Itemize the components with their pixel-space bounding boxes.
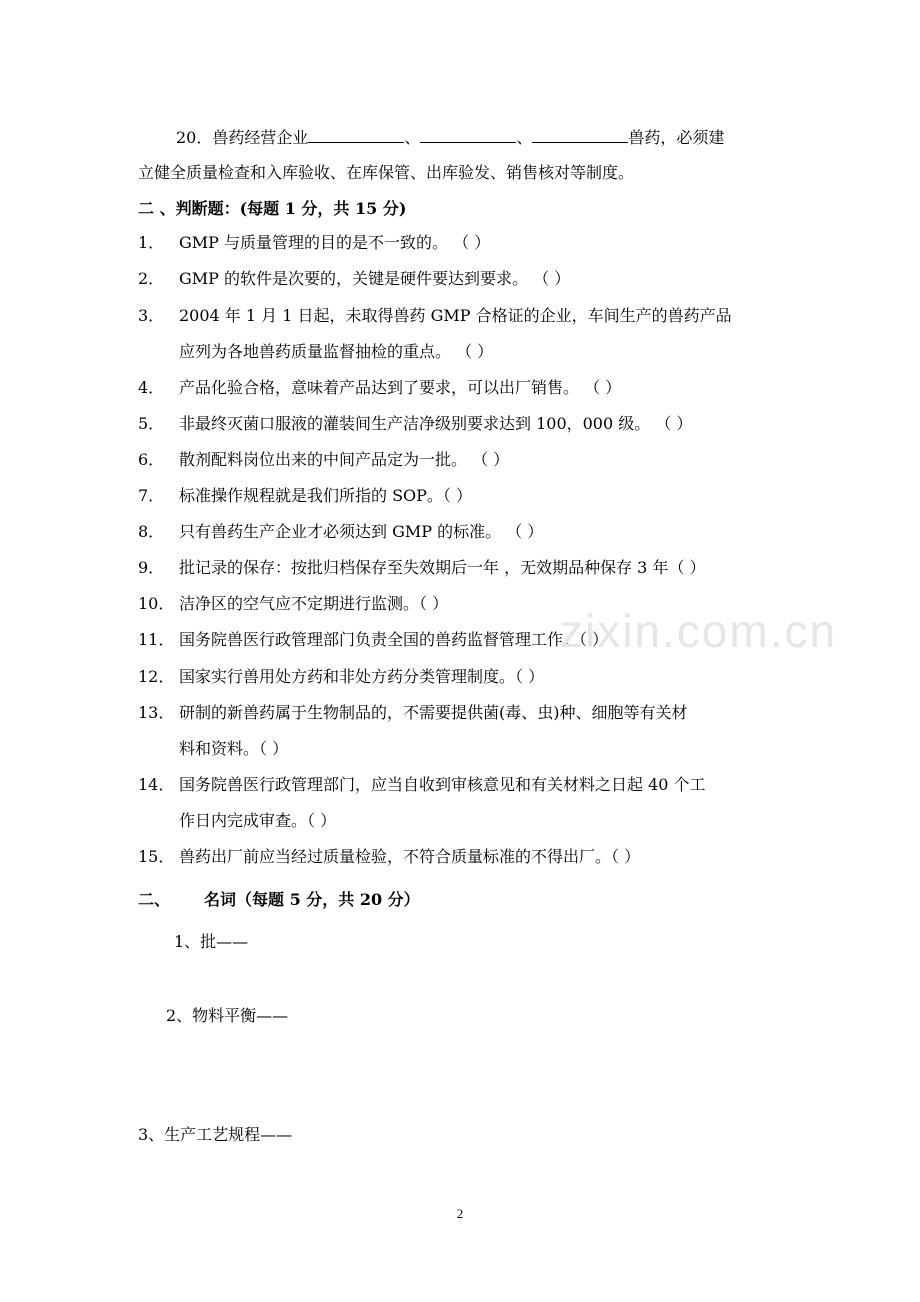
- item-text: 非最终灭菌口服液的灌装间生产洁净级别要求达到 100，000 级。 （ ）: [179, 414, 693, 433]
- item-number: 14．: [138, 775, 175, 794]
- question-20-line-1: [176, 124, 724, 150]
- item-text: 兽药出厂前应当经过质量检验，不符合质量标准的不得出厂。（ ）: [179, 847, 641, 866]
- item-number: 7．: [138, 486, 165, 505]
- judgment-item-3: [138, 304, 732, 328]
- section-terms-title: 名词（每题 5 分，共 20 分）: [204, 890, 420, 909]
- item-text: 洁净区的空气应不定期进行监测。（ ）: [179, 594, 449, 613]
- judgment-item-6: [138, 448, 509, 472]
- judgment-item-4: [138, 376, 621, 400]
- item-text: 国务院兽医行政管理部门，应当自收到审核意见和有关材料之日起 40 个工: [179, 775, 706, 794]
- watermark-text: zixin.com.cn: [560, 605, 838, 657]
- judgment-item-1: [138, 231, 490, 255]
- question-20-sep-1: 、: [404, 128, 421, 147]
- question-20-line-2: 立健全质量检查和入库验收、在库保管、出库验发、销售核对等制度。: [138, 163, 635, 182]
- judgment-item-13: [138, 701, 688, 725]
- judgment-item-14-continuation: 作日内完成审查。（ ）: [179, 811, 337, 830]
- judgment-item-15: [138, 845, 640, 869]
- item-text: 2004 年 1 月 1 日起，未取得兽药 GMP 合格证的企业，车间生产的兽药产品: [179, 306, 732, 325]
- item-number: 8．: [138, 522, 165, 541]
- item-text: 产品化验合格，意味着产品达到了要求，可以出厂销售。 （ ）: [179, 378, 622, 397]
- section-judgment-title: 二 、判断题：(每题 1 分，共 15 分): [138, 199, 407, 218]
- judgment-item-11: [138, 628, 608, 652]
- answer-blank-2[interactable]: [420, 124, 516, 143]
- question-20-text-b: 兽药，必须建: [628, 128, 725, 147]
- item-number: 5．: [138, 414, 165, 433]
- item-number: 13．: [138, 703, 175, 722]
- item-text: 只有兽药生产企业才必须达到 GMP 的标准。 （ ）: [179, 522, 544, 541]
- judgment-item-13-continuation: 料和资料。（ ）: [179, 739, 289, 758]
- item-number: 4．: [138, 378, 165, 397]
- question-20-number: 20．: [176, 128, 213, 147]
- term-item-3: 3、生产工艺规程——: [138, 1125, 293, 1144]
- question-20-text-a: 兽药经营企业: [212, 128, 309, 147]
- judgment-item-10: [138, 592, 448, 616]
- item-text: 国务院兽医行政管理部门负责全国的兽药监督管理工作。（ ）: [179, 630, 609, 649]
- item-number: 11．: [138, 630, 175, 649]
- item-number: 12．: [138, 667, 175, 686]
- item-number: 15．: [138, 847, 175, 866]
- judgment-item-12: [138, 665, 544, 689]
- item-number: 6．: [138, 450, 165, 469]
- judgment-item-2: [138, 267, 570, 291]
- item-number: 9．: [138, 558, 165, 577]
- page-number: 2: [456, 1206, 464, 1221]
- item-text: 散剂配料岗位出来的中间产品定为一批。 （ ）: [179, 450, 510, 469]
- item-number: 2．: [138, 269, 165, 288]
- item-number: 1．: [138, 233, 165, 252]
- item-number: 3．: [138, 306, 165, 325]
- section-terms-heading: [138, 888, 420, 912]
- term-item-2: 2、物料平衡——: [166, 1006, 289, 1025]
- term-item-1: 1、批——: [174, 932, 249, 951]
- answer-blank-1[interactable]: [308, 124, 404, 143]
- item-text: GMP 与质量管理的目的是不一致的。 （ ）: [179, 233, 491, 252]
- item-text: 批记录的保存：按批归档保存至失效期后一年 ，无效期品种保存 3 年（ ）: [179, 558, 706, 577]
- item-text: 国家实行兽用处方药和非处方药分类管理制度。（ ）: [179, 667, 545, 686]
- judgment-item-9: [138, 556, 706, 580]
- answer-blank-3[interactable]: [532, 124, 628, 143]
- judgment-item-5: [138, 412, 692, 436]
- item-number: 10．: [138, 594, 175, 613]
- section-terms-label: 二、: [138, 890, 171, 909]
- item-text: GMP 的软件是次要的，关键是硬件要达到要求。 （ ）: [179, 269, 571, 288]
- judgment-item-7: [138, 484, 472, 508]
- question-20-sep-2: 、: [516, 128, 533, 147]
- judgment-item-3-continuation: 应列为各地兽药质量监督抽检的重点。 （ ）: [179, 342, 494, 361]
- item-text: 标准操作规程就是我们所指的 SOP。（ ）: [179, 486, 473, 505]
- judgment-item-8: [138, 520, 543, 544]
- judgment-item-14: [138, 773, 706, 797]
- item-text: 研制的新兽药属于生物制品的，不需要提供菌(毒、虫)种、细胞等有关材: [179, 703, 688, 722]
